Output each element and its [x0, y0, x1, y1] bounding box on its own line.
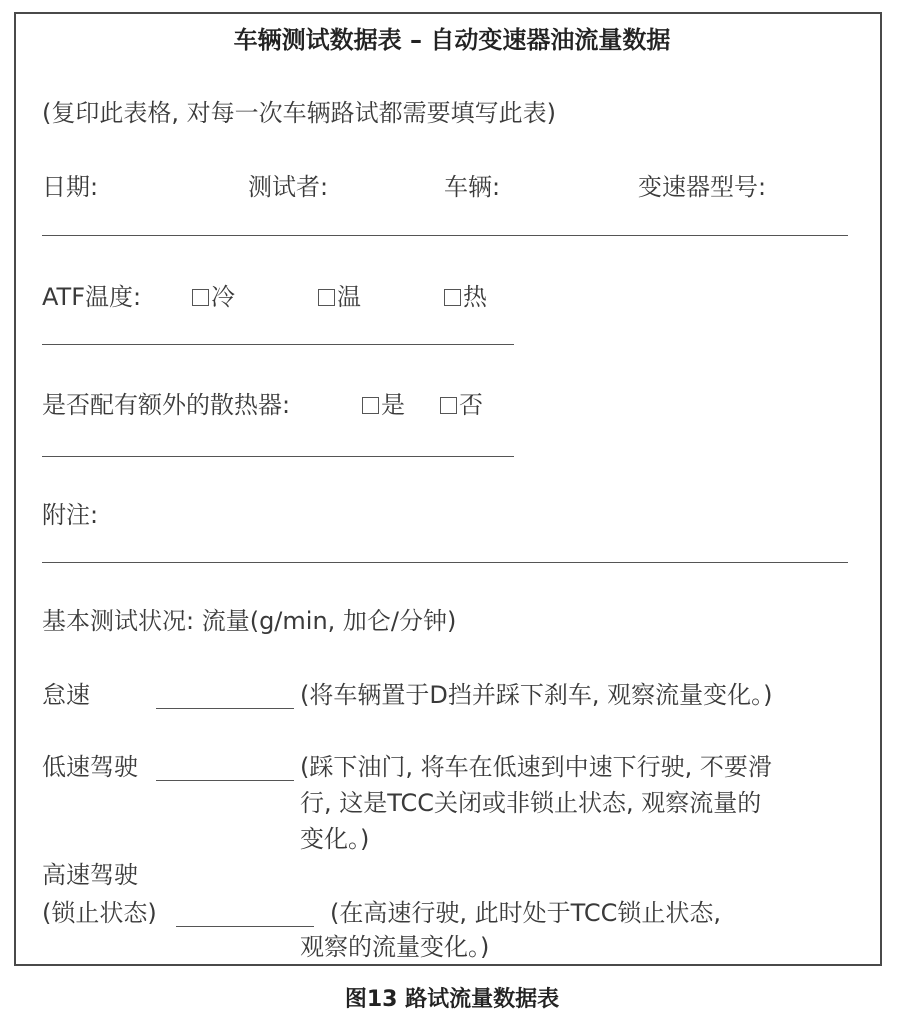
idle-input-line[interactable]	[156, 708, 294, 709]
checkbox-icon[interactable]	[444, 289, 461, 306]
atf-temp-option-hot[interactable]	[444, 282, 487, 312]
header-fields-line[interactable]	[42, 235, 848, 236]
cooler-option-no[interactable]	[440, 390, 483, 420]
high-speed-description-line: 观察的流量变化。)	[300, 933, 490, 961]
low-speed-description-line: (踩下油门, 将车在低速到中速下行驶, 不要滑	[300, 753, 772, 781]
transmission-model-label: 变速器型号:	[638, 173, 767, 201]
date-label: 日期:	[42, 173, 99, 201]
option-label: 热	[463, 283, 487, 311]
high-speed-label: 高速驾驶	[42, 861, 138, 889]
idle-label: 怠速	[42, 681, 90, 709]
low-speed-description-line: 行, 这是TCC关闭或非锁止状态, 观察流量的	[300, 789, 762, 817]
idle-description: (将车辆置于D挡并踩下刹车, 观察流量变化。)	[300, 681, 773, 709]
atf-temp-label: ATF温度:	[42, 283, 142, 311]
high-speed-description-line: (在高速行驶, 此时处于TCC锁止状态,	[330, 899, 722, 927]
basic-test-label: 基本测试状况: 流量(g/min, 加仑/分钟)	[42, 607, 457, 635]
high-speed-input-line[interactable]	[176, 926, 314, 927]
option-label: 是	[381, 391, 405, 419]
checkbox-icon[interactable]	[362, 397, 379, 414]
atf-temp-option-cold[interactable]	[192, 282, 235, 312]
low-speed-label: 低速驾驶	[42, 753, 138, 781]
notes-line[interactable]	[42, 562, 848, 563]
cooler-option-yes[interactable]	[362, 390, 405, 420]
figure-caption: 图13 路试流量数据表	[344, 987, 560, 1012]
option-label: 冷	[211, 283, 235, 311]
option-label: 否	[459, 391, 483, 419]
form-title: 车辆测试数据表 – 自动变速器油流量数据	[233, 26, 671, 54]
option-label: 温	[337, 283, 361, 311]
checkbox-icon[interactable]	[318, 289, 335, 306]
cooler-line[interactable]	[42, 456, 514, 457]
high-speed-sublabel: (锁止状态)	[42, 899, 157, 927]
checkbox-icon[interactable]	[440, 397, 457, 414]
tester-label: 测试者:	[248, 173, 329, 201]
low-speed-input-line[interactable]	[156, 780, 294, 781]
cooler-label: 是否配有额外的散热器:	[42, 391, 291, 419]
form-frame	[14, 12, 882, 966]
low-speed-description-line: 变化。)	[300, 825, 370, 853]
atf-temp-option-warm[interactable]	[318, 282, 361, 312]
checkbox-icon[interactable]	[192, 289, 209, 306]
vehicle-label: 车辆:	[444, 173, 501, 201]
notes-label: 附注:	[42, 501, 99, 529]
instruction-text: (复印此表格, 对每一次车辆路试都需要填写此表)	[42, 99, 556, 127]
atf-temp-line[interactable]	[42, 344, 514, 345]
